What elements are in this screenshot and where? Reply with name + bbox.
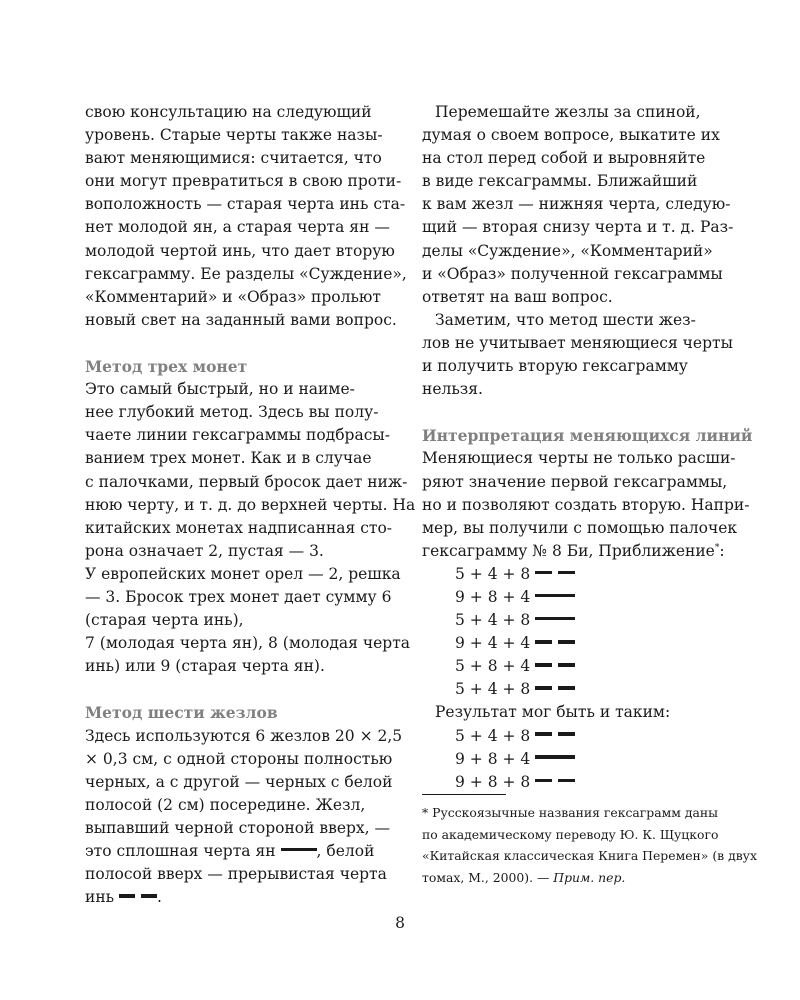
text-line: с палочками, первый бросок дает ниж- [85, 472, 408, 491]
text-line: Это самый быстрый, но и наиме- [85, 380, 355, 399]
text-line: рона означает 2, пустая — 3. [85, 541, 324, 560]
text-fragment: , белой [316, 842, 375, 860]
footnote-divider [422, 794, 506, 795]
translator-note: Прим. пер. [553, 869, 626, 885]
text-line: × 0,3 см, с одной стороны полностью [85, 749, 393, 768]
text-line: нее глубокий метод. Здесь вы полу- [85, 403, 379, 422]
hexagram-row [422, 771, 738, 794]
text-line: гексаграмму. Ее разделы «Суждение», [85, 264, 407, 283]
text-line: полосой (2 см) посередине. Жезл, [85, 795, 366, 814]
text-line: но и позволяют создать вторую. Напри- [422, 495, 750, 514]
text-line-yin [85, 886, 407, 909]
heading-changing-lines: Интерпретация меняющихся линий [422, 426, 753, 446]
yin-line-icon [558, 686, 575, 690]
footnote-line: «Китайская классическая Книга Перемен» (в двух [422, 848, 757, 863]
footnote-marker: * [714, 542, 720, 553]
heading-three-coins: Метод трех монет [85, 357, 248, 377]
hexagram-second [422, 725, 738, 794]
text-line: нюю черту, и т. д. до верхней черты. На [85, 495, 416, 514]
hexagram-sum: 9 + 8 + 4 [455, 587, 536, 606]
hexagram-row [422, 632, 738, 655]
yin-line-icon [141, 894, 157, 898]
text-line: черных, а с другой — черных с белой [85, 772, 393, 791]
text-fragment: это сплошная черта ян [85, 842, 276, 860]
text-line: У европейских монет орел — 2, решка [85, 564, 401, 583]
text-line: новый свет на заданный вами вопрос. [85, 310, 397, 329]
text-line: Меняющиеся черты не только расши- [422, 449, 736, 468]
hexagram-sum: 5 + 4 + 8 [455, 564, 536, 583]
hexagram-sum: 9 + 4 + 4 [455, 634, 536, 653]
text-line: Заметим, что метод шести жез- [435, 310, 696, 329]
text-line: думая о своем вопросе, выкатите их [422, 126, 720, 145]
hexagram-row [422, 748, 738, 771]
text-line: (старая черта инь), [85, 611, 244, 630]
text-line: ванием трех монет. Как и в случае [85, 449, 372, 468]
right-column [422, 101, 753, 794]
heading-six-wands: Метод шести жезлов [85, 703, 278, 723]
yang-line-icon [535, 755, 575, 759]
text-line: выпавший черной стороной вверх, — [85, 818, 391, 837]
yin-line-icon [558, 779, 575, 783]
paragraph-gap [85, 332, 407, 355]
yin-line-icon [558, 571, 575, 575]
text-line: Здесь используются 6 жезлов 20 × 2,5 [85, 726, 403, 745]
yin-line-icon [535, 640, 552, 644]
text-line: инь) или 9 (старая черта ян). [85, 657, 325, 676]
text-line: делы «Суждение», «Комментарий» [422, 241, 713, 260]
text-line: китайских монетах надписанная сто- [85, 518, 393, 537]
hexagram-row [422, 678, 738, 701]
yin-line-icon [535, 571, 552, 575]
text-fragment: инь [85, 888, 115, 907]
yin-line-icon [535, 686, 552, 690]
text-line: лов не учитывает меняющиеся черты [422, 333, 733, 352]
text-line: на стол перед собой и выровняйте [422, 149, 706, 168]
hexagram-row [422, 563, 738, 586]
footnote [422, 802, 757, 888]
text-line: нельзя. [422, 380, 483, 399]
paragraph-gap [422, 401, 738, 424]
text-fragment: : [719, 541, 725, 560]
text-fragment: томах, М., 2000). — [422, 869, 554, 885]
text-line: 7 (молодая черта ян), 8 (молодая черта [85, 634, 411, 653]
paragraph-gap [85, 678, 407, 701]
yin-line-icon [558, 732, 575, 736]
hexagram-sum: 5 + 4 + 8 [455, 611, 536, 630]
hexagram-sum: 5 + 4 + 8 [455, 680, 536, 699]
text-line: они могут превратиться в свою проти- [85, 172, 402, 191]
text-line [422, 540, 738, 563]
hexagram-sum: 9 + 8 + 8 [455, 772, 536, 791]
text-line: щий — вторая снизу черта и т. д. Раз- [422, 218, 734, 237]
text-line: ответят на ваш вопрос. [422, 287, 613, 306]
text-line: мер, вы получили с помощью палочек [422, 518, 738, 537]
paragraph-wands-continued [422, 101, 738, 309]
text-line: «Комментарий» и «Образ» прольют [85, 287, 381, 306]
hexagram-row [422, 655, 738, 678]
yang-line-icon [281, 848, 317, 852]
hexagram-sum: 9 + 8 + 4 [455, 749, 536, 768]
text-line-yang [85, 840, 407, 863]
footnote-line [422, 867, 742, 889]
yang-line-icon [535, 594, 575, 598]
hexagram-row [422, 609, 738, 632]
paragraph-three-coins [85, 378, 416, 678]
paragraph-note [422, 309, 738, 401]
text-line: и получить вторую гексаграмму [422, 357, 688, 376]
yin-line-icon [558, 663, 575, 667]
text-line: свою консультацию на следующий [85, 103, 372, 121]
text-line: молодой чертой инь, что дает вторую [85, 241, 395, 260]
footnote-line: * Русскоязычные названия гексаграмм даны [422, 805, 718, 820]
page-number: 8 [395, 914, 405, 932]
text-fragment: . [157, 888, 162, 907]
hexagram-row [422, 725, 738, 748]
text-line: вают меняющимися: считается, что [85, 149, 382, 168]
paragraph-six-wands [85, 725, 407, 910]
yin-line-icon [535, 663, 552, 667]
hexagram-sum: 5 + 8 + 4 [455, 657, 536, 676]
yin-line-icon [119, 894, 135, 898]
text-line: к вам жезл — нижняя черта, следую- [422, 195, 731, 214]
text-line: уровень. Старые черты также назы- [85, 126, 383, 145]
yang-line-icon [535, 617, 575, 621]
text-line: ряют значение первой гексаграммы, [422, 472, 728, 491]
text-line: полосой вверх — прерывистая черта [85, 865, 387, 884]
paragraph-interpretation [422, 447, 750, 562]
yin-line-icon [535, 732, 552, 736]
result-label: Результат мог быть и таким: [435, 703, 671, 722]
yin-line-icon [535, 779, 552, 783]
text-line: и «Образ» полученной гексаграммы [422, 264, 723, 283]
text-line: чаете линии гексаграммы подбрасы- [85, 426, 390, 445]
text-line: нет молодой ян, а старая черта ян — [85, 218, 390, 237]
paragraph-consultation [85, 101, 407, 332]
hexagram-row [422, 586, 738, 609]
text-line: Перемешайте жезлы за спиной, [435, 103, 701, 121]
text-line: воположность — старая черта инь ста- [85, 195, 406, 214]
hexagram-first [422, 563, 738, 702]
left-column [85, 101, 416, 909]
text-fragment: гексаграмму № 8 Би, Приближение [422, 541, 715, 560]
hexagram-sum: 5 + 4 + 8 [455, 726, 536, 745]
footnote-line: по академическому переводу Ю. К. Щуцкого [422, 826, 719, 842]
yin-line-icon [558, 640, 575, 644]
text-line: — 3. Бросок трех монет дает сумму 6 [85, 587, 392, 606]
text-line: в виде гексаграммы. Ближайший [422, 172, 698, 191]
